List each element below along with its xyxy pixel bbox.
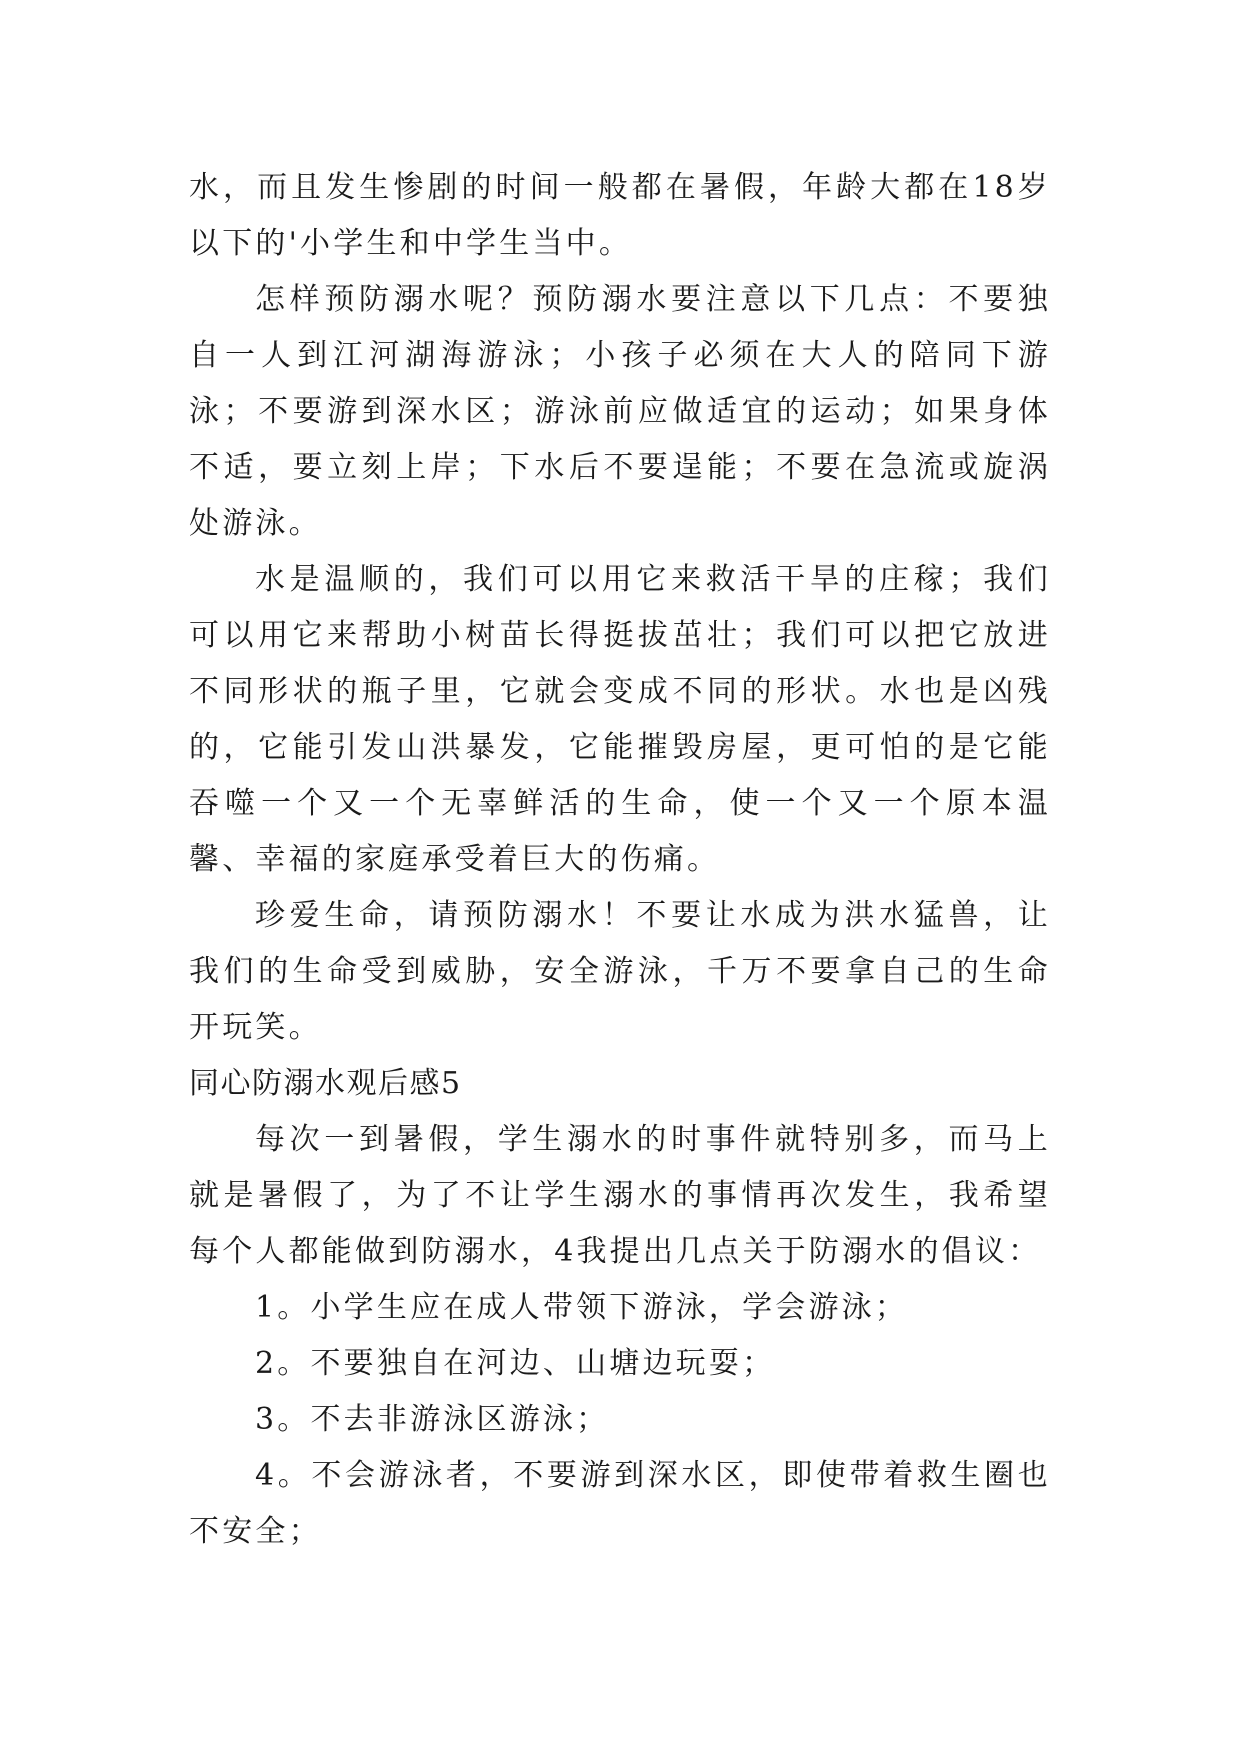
list-item: 2。不要独自在河边、山塘边玩耍； [255,1346,776,1381]
document-body [189,160,1051,1560]
paragraph-cherish-life: 珍爱生命，请预防溺水！不要让水成为洪水猛兽，让我们的生命受到威胁，安全游泳，千万不要拿自己的生命开玩笑。 [189,898,1051,1045]
paragraph-water-nature: 水是温顺的，我们可以用它来救活干旱的庄稼；我们可以用它来帮助小树苗长得挺拔茁壮；我们可以把它放进不同形状的瓶子里，它就会变成不同的形状。水也是凶残的，它能引发山洪暴发，它能摧毁房屋，更可怕的是它能吞噬一个又一个无辜鲜活的生命，使一个又一个原本温馨、幸福的家庭承受着巨大的伤痛。 [189,562,1051,877]
paragraph-continuation: 水，而且发生惨剧的时间一般都在暑假，年龄大都在18岁以下的'小学生和中学生当中。 [189,170,1051,261]
list-item: 3。不去非游泳区游泳； [255,1402,610,1437]
list-item: 1。小学生应在成人带领下游泳，学会游泳； [255,1290,909,1325]
section-heading: 同心防溺水观后感5 [189,1066,462,1101]
list-item: 4。不会游泳者，不要游到深水区，即使带着救生圈也不安全； [189,1458,1051,1549]
paragraph-prevention: 怎样预防溺水呢？预防溺水要注意以下几点：不要独自一人到江河湖海游泳；小孩子必须在大人的陪同下游泳；不要游到深水区；游泳前应做适宜的运动；如果身体不适，要立刻上岸；下水后不要逞能；不要在急流或旋涡处游泳。 [189,282,1051,541]
paragraph-intro: 每次一到暑假，学生溺水的时事件就特别多，而马上就是暑假了，为了不让学生溺水的事情再次发生，我希望每个人都能做到防溺水，4我提出几点关于防溺水的倡议： [189,1122,1051,1269]
